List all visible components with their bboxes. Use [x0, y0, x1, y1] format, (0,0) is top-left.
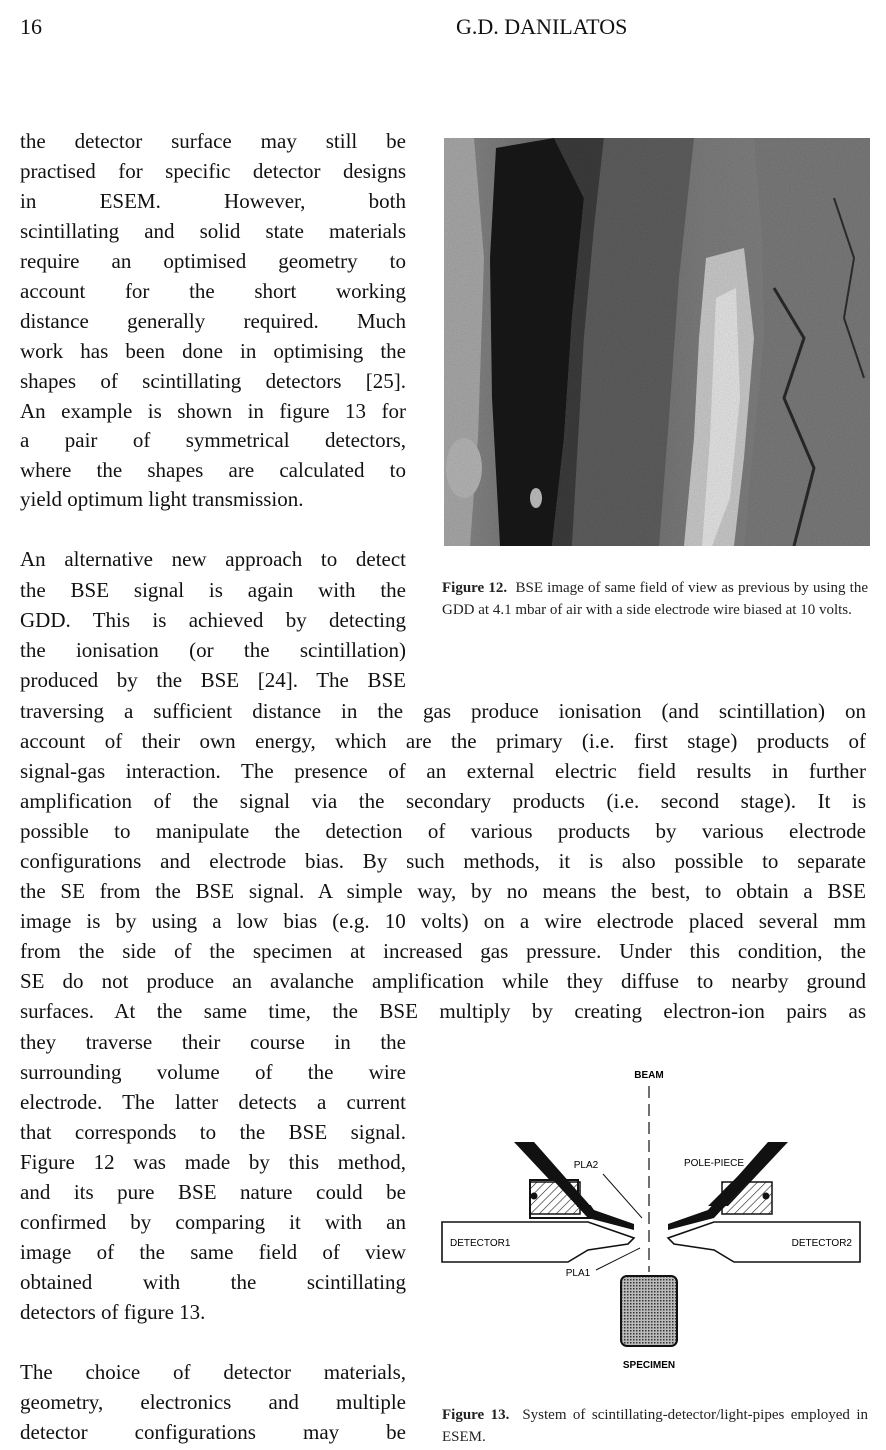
page-number: 16: [20, 14, 42, 39]
figure-13-caption: [442, 1404, 868, 1448]
pla2-label: PLA2: [573, 1160, 599, 1171]
text-line: electrode. The latter detects a current: [20, 1090, 406, 1114]
text-line: account for the short working: [20, 279, 406, 303]
text-line: the BSE signal is again with the: [20, 578, 406, 602]
detector1-label: DETECTOR1: [450, 1238, 511, 1249]
figure-13-diagram: [438, 1060, 864, 1380]
text-line: the SE from the BSE signal. A simple way, by no means the best, to obtain a BSE: [20, 879, 866, 903]
detector2-label: DETECTOR2: [791, 1238, 852, 1249]
figure-12-image: [444, 138, 870, 546]
text-line: shapes of scintillating detectors [25].: [20, 369, 406, 393]
text-line: detector configurations may be: [20, 1420, 406, 1444]
specimen-block: [621, 1276, 677, 1346]
text-line: require an optimised geometry to: [20, 249, 406, 273]
text-line: account of their own energy, which are the primary (i.e. first stage) products of: [20, 729, 866, 753]
text-line: image of the same field of view: [20, 1240, 406, 1264]
text-line: that corresponds to the BSE signal.: [20, 1120, 406, 1144]
text-line: surrounding volume of the wire: [20, 1060, 406, 1084]
running-title: G.D. DANILATOS: [456, 14, 628, 39]
text-line: GDD. This is achieved by detecting: [20, 608, 406, 632]
text-line: The choice of detector materials,: [20, 1360, 406, 1384]
text-line: work has been done in optimising the: [20, 339, 406, 363]
text-line: distance generally required. Much: [20, 309, 406, 333]
detector-schematic: [438, 1060, 864, 1380]
beam-label: BEAM: [634, 1070, 664, 1081]
text-line: obtained with the scintillating: [20, 1270, 406, 1294]
pla1-label: PLA1: [565, 1268, 591, 1279]
text-line: the detector surface may still be: [20, 129, 406, 153]
text-line: from the side of the specimen at increased gas pressure. Under this condition, the: [20, 939, 866, 963]
text-line: SE do not produce an avalanche amplification while they diffuse to nearby ground: [20, 969, 866, 993]
text-line: possible to manipulate the detection of various products by various electrode: [20, 819, 866, 843]
text-line: they traverse their course in the: [20, 1030, 406, 1054]
text-line: and its pure BSE nature could be: [20, 1180, 406, 1204]
pole-piece-label: POLE-PIECE: [683, 1158, 745, 1169]
text-line: yield optimum light transmission.: [20, 487, 304, 511]
text-line: where the shapes are calculated to: [20, 458, 406, 482]
text-line: configurations and electrode bias. By such methods, it is also possible to separate: [20, 849, 866, 873]
figure-12-caption: [442, 577, 868, 621]
text-line: signal-gas interaction. The presence of an external electric field results in further: [20, 759, 866, 783]
figure-13-label: Figure 13.: [442, 1407, 510, 1423]
text-line: scintillating and solid state materials: [20, 219, 406, 243]
text-line: produced by the BSE [24]. The BSE: [20, 668, 406, 692]
bse-micrograph: [444, 138, 870, 546]
text-line: An alternative new approach to detect: [20, 547, 406, 571]
text-line: amplification of the signal via the secondary products (i.e. second stage). It is: [20, 789, 866, 813]
text-line: surfaces. At the same time, the BSE multiply by creating electron-ion pairs as: [20, 999, 866, 1023]
text-line: An example is shown in figure 13 for: [20, 399, 406, 423]
text-line: detectors of figure 13.: [20, 1300, 206, 1324]
text-line: image is by using a low bias (e.g. 10 volts) on a wire electrode placed several mm: [20, 909, 866, 933]
text-line: confirmed by comparing it with an: [20, 1210, 406, 1234]
figure-12-caption-text: BSE image of same field of view as previous by using the GDD at 4.1 mbar of air with a side electrode wire biased at 10 volts.: [442, 580, 869, 618]
specimen-label: SPECIMEN: [622, 1360, 676, 1371]
figure-12-label: Figure 12.: [442, 580, 508, 596]
text-line: in ESEM. However, both: [20, 189, 406, 213]
text-line: the ionisation (or the scintillation): [20, 638, 406, 662]
text-line: practised for specific detector designs: [20, 159, 406, 183]
text-line: geometry, electronics and multiple: [20, 1390, 406, 1414]
text-line: traversing a sufficient distance in the gas produce ionisation (and scintillation) on: [20, 699, 866, 723]
figure-13-caption-text: System of scintillating-detector/light-pipes employed in ESEM.: [442, 1407, 869, 1445]
text-line: a pair of symmetrical detectors,: [20, 428, 406, 452]
text-line: Figure 12 was made by this method,: [20, 1150, 406, 1174]
